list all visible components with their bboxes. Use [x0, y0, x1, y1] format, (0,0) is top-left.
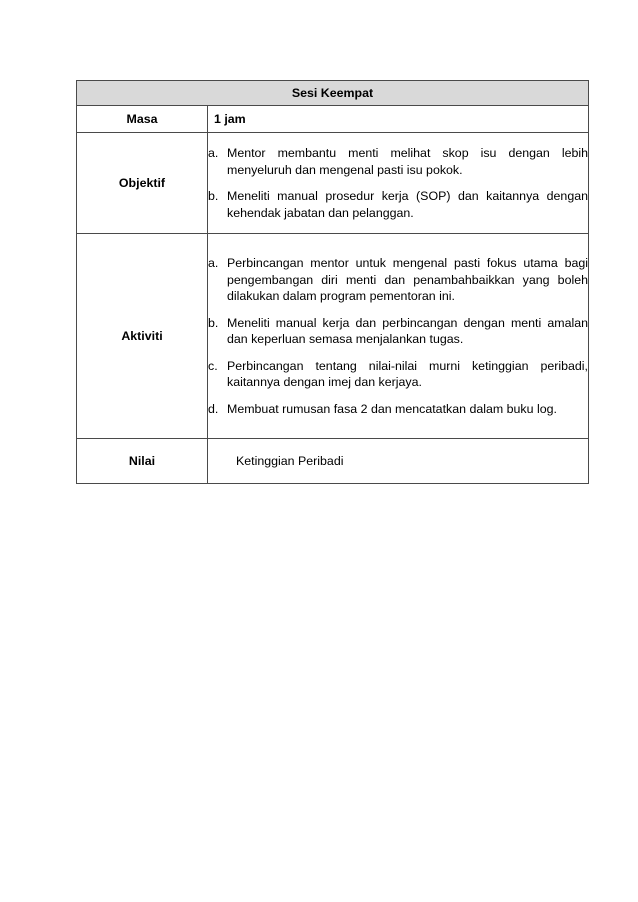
session-table	[76, 80, 589, 484]
session-title: Sesi Keempat	[77, 81, 589, 106]
objektif-label: Objektif	[77, 133, 208, 234]
aktiviti-list	[208, 255, 588, 417]
list-marker: a.	[208, 146, 219, 160]
aktiviti-label: Aktiviti	[77, 234, 208, 439]
list-item-text: Mentor membantu menti melihat skop isu dengan lebih menyeluruh dan mengenal pasti isu pokok.	[227, 146, 588, 177]
aktiviti-cell	[208, 234, 589, 439]
nilai-value: Ketinggian Peribadi	[208, 439, 589, 484]
list-item-text: Perbincangan mentor untuk mengenal pasti fokus utama bagi pengembangan diri menti dan penambahbaikkan yang boleh dilakukan dalam program pementoran ini.	[227, 256, 588, 303]
list-item	[208, 401, 588, 418]
masa-value: 1 jam	[208, 106, 589, 133]
list-item	[208, 188, 588, 221]
table-row-aktiviti	[77, 234, 589, 439]
list-item	[208, 255, 588, 305]
table-row-objektif	[77, 133, 589, 234]
list-item	[208, 315, 588, 348]
list-marker: b.	[208, 189, 219, 203]
list-item-text: Meneliti manual kerja dan perbincangan dengan menti amalan dan keperluan semasa menjalankan tugas.	[227, 315, 588, 346]
list-item-text: Perbincangan tentang nilai-nilai murni ketinggian peribadi, kaitannya dengan imej dan kerjaya.	[227, 358, 588, 389]
list-item-text: Membuat rumusan fasa 2 dan mencatatkan dalam buku log.	[227, 401, 557, 416]
list-item	[208, 358, 588, 391]
list-marker: a.	[208, 256, 219, 270]
objektif-list	[208, 145, 588, 221]
list-item-text: Meneliti manual prosedur kerja (SOP) dan kaitannya dengan kehendak jabatan dan pelanggan.	[227, 189, 588, 220]
table-header-row	[77, 81, 589, 106]
list-marker: b.	[208, 315, 219, 330]
masa-label: Masa	[77, 106, 208, 133]
table-row-masa	[77, 106, 589, 133]
table-row-nilai	[77, 439, 589, 484]
list-marker: d.	[208, 401, 219, 416]
objektif-cell	[208, 133, 589, 234]
nilai-label: Nilai	[77, 439, 208, 484]
list-item	[208, 145, 588, 178]
list-marker: c.	[208, 358, 218, 373]
